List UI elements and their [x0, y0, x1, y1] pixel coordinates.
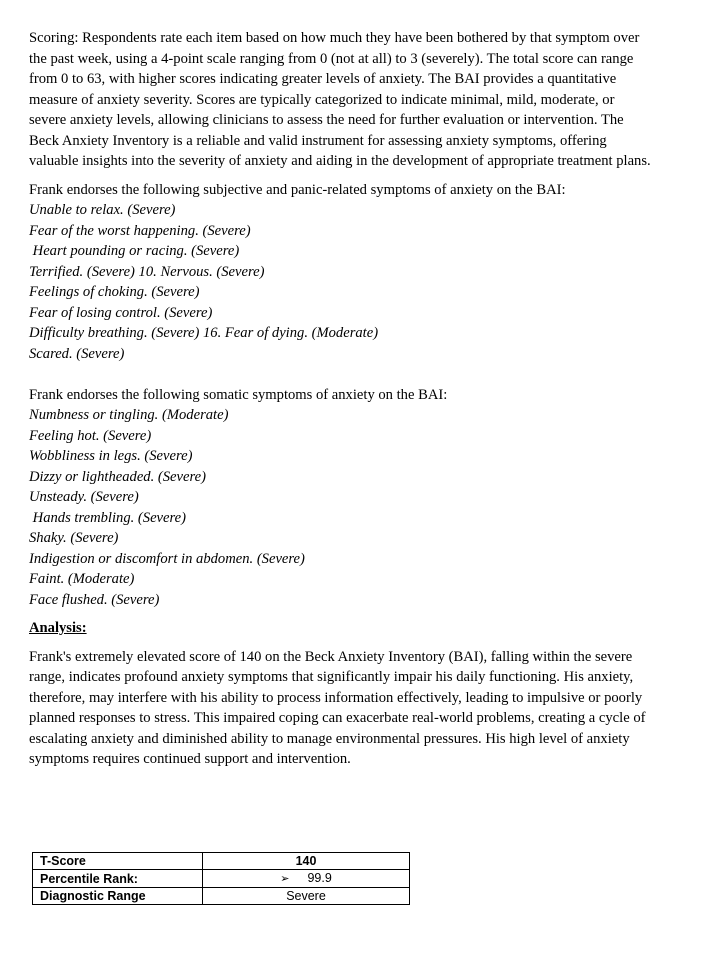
subjective-intro: Frank endorses the following subjective and panic-related symptoms of anxiety on the BAI:	[29, 181, 566, 198]
diagnostic-range-label: Diagnostic Range	[33, 888, 203, 905]
symptom-item: Fear of the worst happening. (Severe)	[29, 222, 251, 239]
symptom-item: Faint. (Moderate)	[29, 571, 135, 587]
symptom-item: Indigestion or discomfort in abdomen. (Severe)	[29, 550, 305, 567]
symptom-item: Wobbliness in legs. (Severe)	[29, 448, 193, 464]
table-row	[33, 853, 410, 870]
arrow-bullet-icon: ➢	[280, 873, 290, 885]
symptom-item: Difficulty breathing. (Severe) 16. Fear of dying. (Moderate)	[29, 325, 379, 341]
table-row	[33, 888, 410, 905]
percentile-rank-value: 99.9	[307, 871, 332, 885]
scoring-paragraph: Scoring: Respondents rate each item based on how much they have been bothered by that symptom over the past week, using a 4-point scale ranging from 0 (not at all) to 3 (severely). The total score can range from 0 to 63, with higher scores indicating greater levels of anxiety. The BAI provides a quantitative measure of anxiety severity. Scores are typically categorized to indicate minimal, mild, moderate, or severe anxiety levels, allowing clinicians to assess the need for further evaluation or intervention. The Beck Anxiety Inventory is a reliable and valid instrument for assessing anxiety symptoms, offering valuable insights into the severity of anxiety and aiding in the development of appropriate treatment plans.	[29, 30, 651, 169]
table-row	[33, 870, 410, 888]
subjective-symptom-list	[29, 200, 654, 364]
symptom-item: Terrified. (Severe) 10. Nervous. (Severe)	[29, 263, 265, 280]
symptom-item: Fear of losing control. (Severe)	[29, 304, 213, 321]
symptom-item: Hands trembling. (Severe)	[29, 509, 186, 526]
symptom-item: Numbness or tingling. (Moderate)	[29, 407, 229, 423]
t-score-value: 140	[203, 853, 410, 870]
symptom-item: Feeling hot. (Severe)	[29, 427, 152, 444]
symptom-item: Shaky. (Severe)	[29, 530, 119, 546]
analysis-heading: Analysis:	[29, 620, 87, 636]
symptom-item: Heart pounding or racing. (Severe)	[29, 243, 240, 259]
symptom-item: Unsteady. (Severe)	[29, 489, 139, 505]
somatic-intro: Frank endorses the following somatic symptoms of anxiety on the BAI:	[29, 386, 448, 403]
symptom-item: Unable to relax. (Severe)	[29, 202, 176, 218]
symptom-item: Scared. (Severe)	[29, 345, 125, 362]
diagnostic-range-value: Severe	[203, 888, 410, 905]
spacer	[29, 364, 654, 385]
symptom-item: Feelings of choking. (Severe)	[29, 284, 200, 300]
analysis-paragraph: Frank's extremely elevated score of 140 on the Beck Anxiety Inventory (BAI), falling within the severe range, indicates profound anxiety symptoms that significantly impair his daily functioning. His anxiety, therefore, may interfere with his ability to process information effectively, leading to impulsive or poorly planned responses to stress. This impaired coping can exacerbate real-world problems, creating a cycle of escalating anxiety and diminished ability to manage environmental pressures. His high level of anxiety symptoms requires continued support and intervention.	[29, 648, 646, 767]
percentile-rank-cell	[203, 870, 410, 888]
score-table	[32, 852, 410, 905]
percentile-rank-label: Percentile Rank:	[33, 870, 203, 888]
symptom-item: Face flushed. (Severe)	[29, 591, 160, 608]
somatic-symptom-list	[29, 405, 654, 610]
t-score-label: T-Score	[33, 853, 203, 870]
symptom-item: Dizzy or lightheaded. (Severe)	[29, 468, 206, 485]
document-page	[29, 28, 654, 770]
